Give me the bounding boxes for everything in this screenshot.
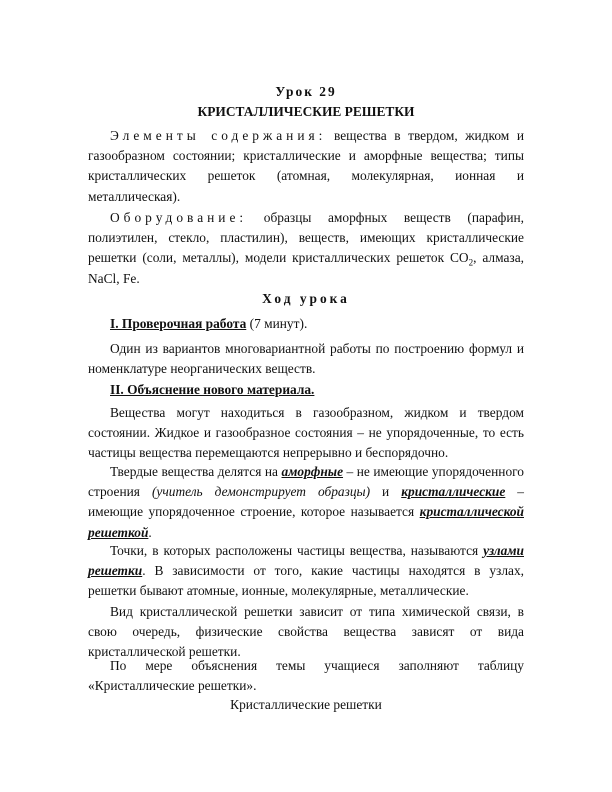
section2-heading: II. Объяснение нового материала. [110, 382, 315, 397]
course-heading: Ход урока [262, 291, 350, 306]
section2-paragraph-2 [88, 462, 524, 543]
section1-text: Один из вариантов многовариантной работы по построению формул и номенклатуре неорганических веществ. [88, 341, 524, 377]
content-elements-paragraph [88, 126, 524, 207]
content-elements-label: Элементы содержания: [110, 128, 327, 143]
section2-paragraph-5: По мере объяснения темы учащиеся заполняют таблицу «Кристаллические решетки». [88, 658, 524, 694]
term-crystal-lattice: кристаллической решеткой [88, 504, 524, 540]
table-caption: Кристаллические решетки [230, 697, 382, 712]
equipment-text: образцы аморфных веществ (парафин, полиэтилен, стекло, пластилин), веществ, имеющих кристаллические решетки (соли, металлы), модели кристаллических решеток CO [88, 210, 524, 266]
p3-text-b: . В зависимости от того, какие частицы находятся в узлах, решетки бывают атомные, ионные, молекулярные, металлические. [88, 563, 524, 599]
p2-text-e: . [148, 524, 152, 540]
section1-heading-line [88, 314, 524, 334]
p2-text-c: и [370, 484, 402, 500]
term-crystalline: кристаллические [401, 484, 506, 500]
p3-text-a: Точки, в которых расположены частицы вещества, называются [110, 543, 484, 558]
section2-paragraph-4: Вид кристаллической решетки зависит от типа химической связи, в свою очередь, физические свойства вещества зависят от вида кристаллической решетки. [88, 604, 524, 660]
content-elements-text: вещества в твердом, жидком и газообразном состоянии; кристаллические и аморфные вещества; типы кристаллических решеток (атомная, молекулярная, ионная и металлическая). [88, 128, 524, 204]
section1-heading-note: (7 минут). [246, 316, 308, 331]
lesson-topic-title: КРИСТАЛЛИЧЕСКИЕ РЕШЕТКИ [197, 104, 415, 119]
lesson-number-title: Урок 29 [275, 84, 337, 99]
p2-text-b: – не имеющие упорядоченного строения [88, 464, 524, 500]
p2-text-a: Твердые вещества делятся на [110, 464, 282, 479]
equipment-paragraph [88, 208, 524, 289]
term-amorphous: аморфные [281, 464, 344, 479]
section2-paragraph-1: Вещества могут находиться в газообразном, жидком и твердом состоянии. Жидкое и газообразное состояния – не упорядоченные, то есть частицы вещества перемещаются непрерывно и беспорядочно. [88, 405, 524, 461]
term-lattice-nodes: узлами решетки [88, 543, 524, 579]
p2-teacher-note: (учитель демонстрирует образцы) [151, 484, 371, 500]
equipment-subscript: 2 [468, 258, 474, 269]
equipment-text-end: , алмаза, NaCl, Fe. [88, 250, 524, 286]
section2-paragraph-3 [88, 541, 524, 602]
section2-heading-line [88, 380, 524, 400]
p2-text-d: – имеющие упорядоченное строение, которое называется [88, 484, 524, 520]
section1-heading: I. Проверочная работа [110, 316, 247, 331]
equipment-label: Оборудование: [110, 210, 248, 225]
